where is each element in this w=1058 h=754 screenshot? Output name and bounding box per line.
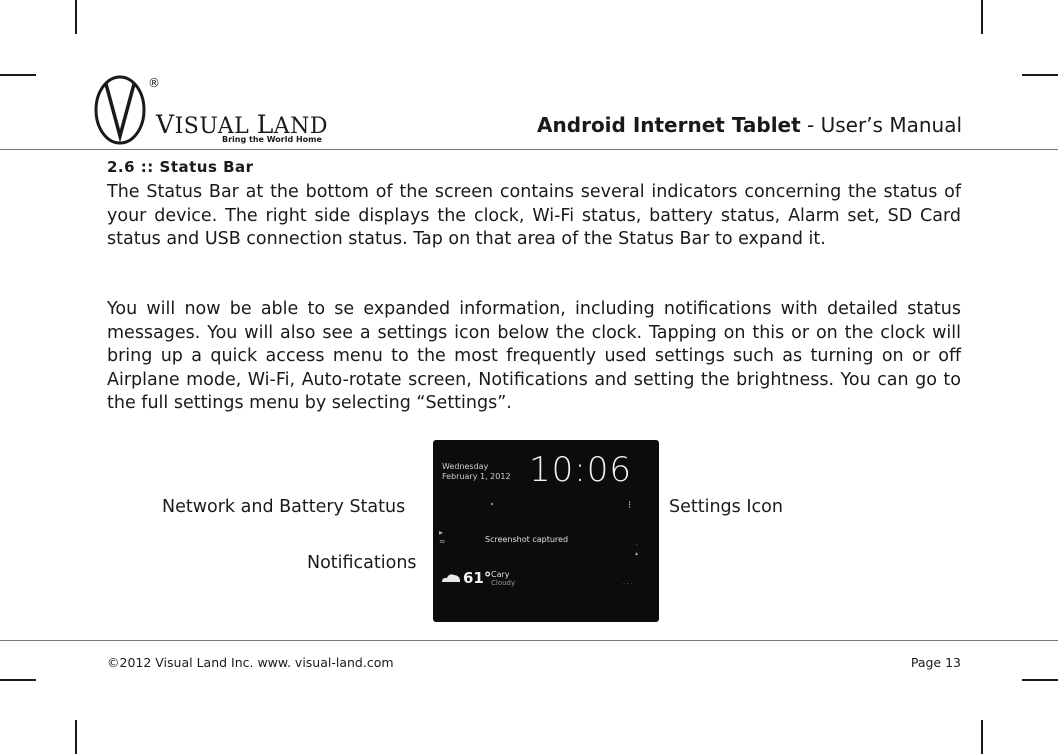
settings-icon: ⁝: [628, 500, 632, 511]
weather-detail: · · ·: [623, 581, 633, 588]
crop-mark: [981, 720, 983, 754]
status-icon: ·: [636, 542, 638, 549]
crop-mark: [1022, 679, 1058, 681]
paragraph: The Status Bar at the bottom of the screen contains several indicators concerning the status of your device. The right side displays the clock, Wi-Fi status, battery status, Alarm set, SD Card status and USB connection status. Tap on that area of the Status Bar to expand it.: [107, 182, 961, 249]
header-divider: [0, 149, 1058, 150]
manual-title: Android Internet Tablet - User’s Manual: [537, 113, 962, 137]
registered-mark: ®: [148, 76, 160, 90]
notification-icon: ▸ ≈: [439, 528, 446, 546]
crop-mark: [75, 720, 77, 754]
footer-divider: [0, 640, 1058, 641]
page-number: Page 13: [910, 655, 961, 670]
cloud-icon: [440, 572, 462, 584]
brand-name: VISUAL LAND: [156, 110, 329, 139]
brand-tagline: Bring the World Home: [222, 135, 322, 144]
battery-icon: ▴: [635, 550, 639, 557]
screen-clock: 10:06: [529, 450, 632, 490]
status-bar-screenshot: [433, 440, 659, 622]
visual-land-logo: [92, 74, 329, 148]
screen-notification: Screenshot captured: [485, 535, 569, 544]
screen-temperature: 61°: [463, 569, 492, 587]
screen-city: Cary: [491, 570, 510, 579]
crop-mark: [0, 679, 36, 681]
callout-notifications: Notifications: [307, 553, 417, 573]
crop-mark: [1022, 74, 1058, 76]
crop-mark: [981, 0, 983, 34]
section-heading: 2.6 :: Status Bar: [107, 158, 254, 176]
screen-condition: Cloudy: [491, 579, 516, 587]
screen-date: Wednesday February 1, 2012: [442, 462, 511, 481]
callout-network-battery: Network and Battery Status: [162, 497, 406, 517]
paragraph: You will now be able to se expanded information, including notifications with detailed status messages. You will also see a settings icon below the clock. Tapping on this or on the clock will bring up a quick access menu to the most frequently used settings such as turning on or off Airplane mode, Wi-Fi, Auto-rotate screen, Notifications and setting the brightness. You can go to the full settings menu by selecting “Settings”.: [107, 299, 961, 413]
footer-copyright: ©2012 Visual Land Inc. www. visual-land.com: [107, 655, 394, 670]
crop-mark: [75, 0, 77, 34]
crop-mark: [0, 74, 36, 76]
logo-emblem-icon: [92, 74, 156, 146]
callout-settings-icon: Settings Icon: [669, 497, 783, 517]
signal-dot: [491, 503, 493, 505]
